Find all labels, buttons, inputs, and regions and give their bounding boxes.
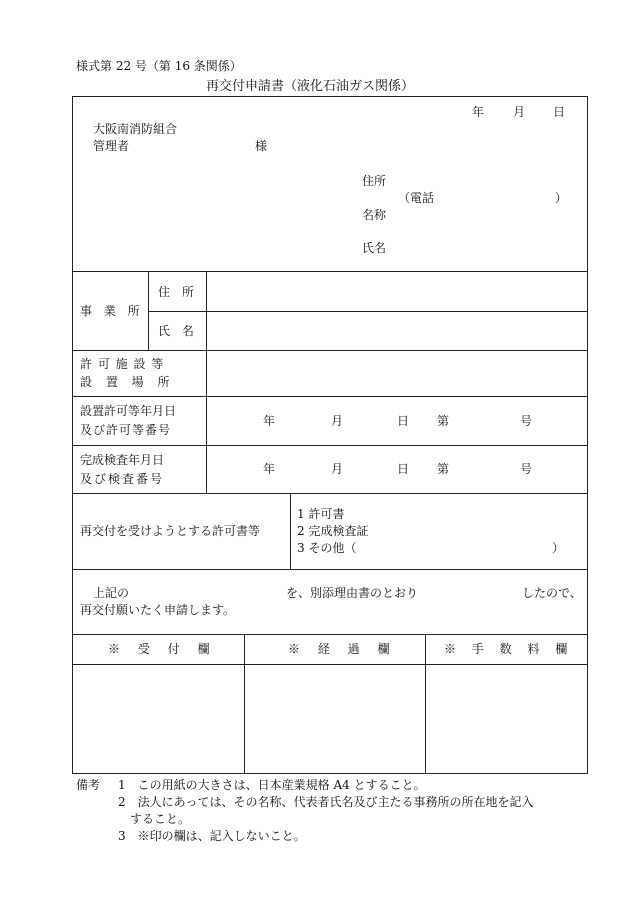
- applicant-address-label: 住所: [362, 174, 387, 188]
- progress-column-header: ※ 経 過 欄: [288, 642, 397, 656]
- note-3: 3 ※印の欄は、記入しないこと。: [118, 829, 306, 843]
- form-title: 再交付申請書（液化石油ガス関係）: [206, 79, 415, 94]
- inspection-dai: 第: [437, 462, 450, 476]
- addressee-org: 大阪南消防組合: [93, 122, 178, 136]
- reissue-option-1: 1 許可書: [297, 507, 345, 521]
- addressee-honorific: 様: [255, 139, 268, 153]
- permit-month: 月: [331, 414, 344, 428]
- form-number: 様式第 22 号（第 16 条関係）: [76, 59, 242, 73]
- note-2: 2 法人にあっては、その名称、代表者氏名及び主たる事務所の所在地を記入: [118, 795, 534, 809]
- permit-day: 日: [397, 414, 410, 428]
- reissue-label: 再交付を受けようとする許可書等: [80, 524, 261, 538]
- note-1: 1 この用紙の大きさは、日本産業規格 A4 とすること。: [118, 778, 426, 792]
- statement-line2: 再交付願いたく申請します。: [80, 603, 236, 617]
- inspection-month: 月: [331, 462, 344, 476]
- addressee-manager: 管理者: [93, 139, 130, 153]
- applicant-name-label: 名称: [362, 208, 387, 222]
- inspection-year: 年: [263, 462, 276, 476]
- date-month: 月: [513, 105, 526, 119]
- inspection-line2: 及び検査番号: [80, 472, 165, 486]
- statement-part3: したので、: [522, 586, 582, 600]
- permit-line2: 及び許可等番号: [80, 423, 172, 437]
- applicant-phone-open: （電話: [398, 191, 435, 205]
- business-address-label: 住 所: [158, 285, 198, 299]
- facility-line1: 許 可 施 設 等: [80, 357, 165, 371]
- statement-part1: 上記の: [93, 586, 130, 600]
- inspection-go: 号: [520, 462, 533, 476]
- business-label: 事 業 所: [80, 304, 144, 318]
- applicant-phone-close: ）: [555, 191, 568, 205]
- note-2-cont: すること。: [130, 812, 191, 826]
- business-name-label: 氏 名: [158, 324, 198, 338]
- facility-line2: 設 置 場 所: [80, 375, 175, 389]
- reissue-option-2: 2 完成検査証: [297, 524, 369, 538]
- date-day: 日: [553, 105, 566, 119]
- permit-year: 年: [263, 414, 276, 428]
- permit-dai: 第: [437, 414, 450, 428]
- reissue-option-3: 3 その他（: [297, 541, 357, 555]
- permit-go: 号: [520, 414, 533, 428]
- permit-line1: 設置許可等年月日: [80, 404, 177, 418]
- statement-part2: を、別添理由書のとおり: [286, 586, 419, 600]
- notes-label: 備考: [76, 778, 101, 792]
- receipt-column-header: ※ 受 付 欄: [108, 642, 217, 656]
- inspection-line1: 完成検査年月日: [80, 453, 165, 467]
- date-year: 年: [472, 105, 485, 119]
- reissue-close: ）: [552, 541, 565, 555]
- inspection-day: 日: [397, 462, 410, 476]
- fee-column-header: ※ 手 数 料 欄: [444, 642, 574, 656]
- applicant-person-label: 氏名: [362, 241, 387, 255]
